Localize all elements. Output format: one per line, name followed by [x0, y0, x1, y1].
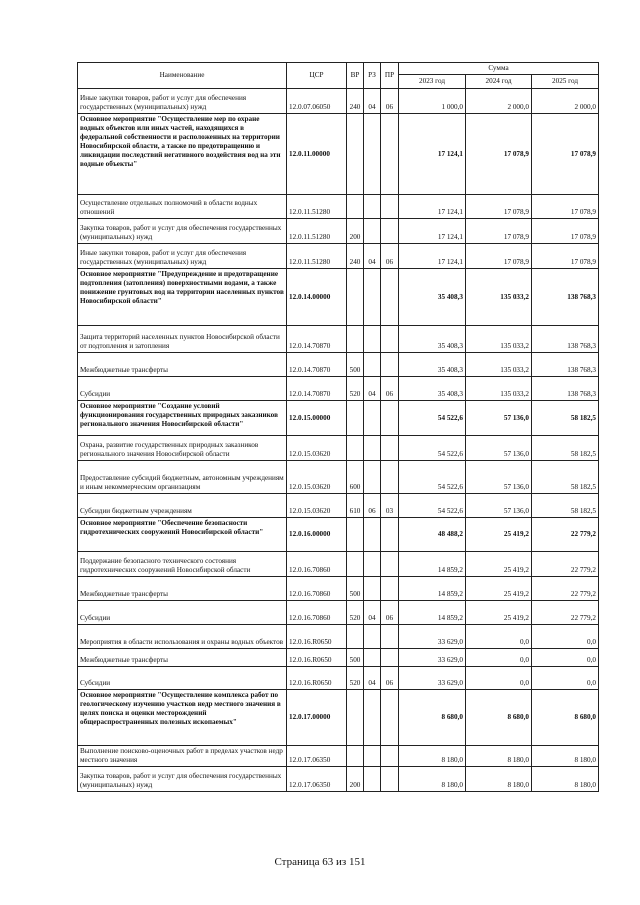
table-cell-sum-2025: 0,0	[532, 667, 599, 690]
header-rz: РЗ	[364, 63, 381, 89]
table-row	[78, 601, 599, 625]
table-cell-sum-2025: 2 000,0	[532, 89, 599, 114]
table-cell-name: Основное мероприятие "Осуществление комплекса работ по геологическому изучению участков недр местного значения в целях поиска и оценки месторождений общераспространенных полезных ископаемых"	[78, 690, 287, 746]
table-cell-rz: 06	[364, 494, 381, 518]
table-cell-vr	[347, 436, 364, 461]
table-cell-pr	[381, 195, 399, 219]
table-row	[78, 461, 599, 494]
table-row	[78, 269, 599, 326]
table-cell-vr	[347, 690, 364, 746]
table-cell-name: Мероприятия в области использования и охраны водных объектов	[78, 625, 287, 649]
table-cell-sum-2024: 17 078,9	[466, 195, 532, 219]
header-year-2023: 2023 год	[399, 75, 466, 89]
table-cell-sum-2024: 2 000,0	[466, 89, 532, 114]
table-cell-csr: 12.0.14.70870	[287, 353, 347, 377]
table-cell-name: Межбюджетные трансферты	[78, 649, 287, 667]
table-cell-rz	[364, 552, 381, 577]
table-cell-csr: 12.0.16.R0650	[287, 625, 347, 649]
table-cell-sum-2025: 58 182,5	[532, 461, 599, 494]
table-cell-sum-2024: 57 136,0	[466, 436, 532, 461]
table-cell-rz: 04	[364, 89, 381, 114]
table-cell-rz	[364, 269, 381, 326]
table-cell-sum-2025: 8 180,0	[532, 767, 599, 792]
table-cell-vr	[347, 552, 364, 577]
table-cell-sum-2023: 33 629,0	[399, 649, 466, 667]
table-cell-csr: 12.0.16.00000	[287, 518, 347, 552]
table-cell-vr: 520	[347, 601, 364, 625]
table-cell-pr	[381, 436, 399, 461]
table-cell-vr	[347, 114, 364, 195]
table-cell-pr: 06	[381, 377, 399, 401]
table-cell-sum-2025: 58 182,5	[532, 401, 599, 436]
table-cell-pr: 06	[381, 89, 399, 114]
table-cell-name: Субсидии	[78, 667, 287, 690]
table-cell-sum-2025: 22 779,2	[532, 552, 599, 577]
table-row	[78, 244, 599, 269]
table-row	[78, 114, 599, 195]
table-row	[78, 625, 599, 649]
table-row	[78, 767, 599, 792]
table-cell-vr	[347, 625, 364, 649]
table-cell-sum-2024: 8 180,0	[466, 746, 532, 767]
table-cell-vr: 500	[347, 577, 364, 601]
table-cell-rz: 04	[364, 244, 381, 269]
table-cell-sum-2025: 8 180,0	[532, 746, 599, 767]
table-cell-rz	[364, 114, 381, 195]
table-cell-rz	[364, 577, 381, 601]
table-cell-pr	[381, 114, 399, 195]
table-cell-csr: 12.0.15.03620	[287, 461, 347, 494]
table-cell-sum-2023: 33 629,0	[399, 667, 466, 690]
table-cell-sum-2023: 17 124,1	[399, 114, 466, 195]
table-cell-rz: 04	[364, 667, 381, 690]
table-cell-name: Субсидии	[78, 377, 287, 401]
table-cell-vr	[347, 326, 364, 353]
table-cell-sum-2024: 57 136,0	[466, 461, 532, 494]
table-cell-rz	[364, 219, 381, 244]
table-cell-vr: 520	[347, 667, 364, 690]
table-cell-sum-2025: 8 680,0	[532, 690, 599, 746]
table-cell-sum-2025: 22 779,2	[532, 577, 599, 601]
table-cell-sum-2024: 17 078,9	[466, 219, 532, 244]
table-cell-vr: 200	[347, 767, 364, 792]
table-cell-name: Иные закупки товаров, работ и услуг для обеспечения государственных (муниципальных) нужд	[78, 89, 287, 114]
table-cell-sum-2023: 14 859,2	[399, 577, 466, 601]
table-cell-sum-2023: 17 124,1	[399, 219, 466, 244]
table-cell-sum-2025: 17 078,9	[532, 244, 599, 269]
table-cell-sum-2025: 138 768,3	[532, 269, 599, 326]
table-cell-name: Основное мероприятие "Обеспечение безопасности гидротехнических сооружений Новосибирской области"	[78, 518, 287, 552]
table-cell-csr: 12.0.16.R0650	[287, 667, 347, 690]
table-cell-rz	[364, 649, 381, 667]
table-cell-sum-2023: 54 522,6	[399, 461, 466, 494]
table-cell-sum-2024: 25 419,2	[466, 518, 532, 552]
table-row	[78, 353, 599, 377]
table-cell-sum-2024: 25 419,2	[466, 601, 532, 625]
table-cell-pr	[381, 326, 399, 353]
table-cell-vr: 600	[347, 461, 364, 494]
table-cell-csr: 12.0.11.51280	[287, 244, 347, 269]
header-vr: ВР	[347, 63, 364, 89]
table-cell-name: Основное мероприятие "Предупреждение и предотвращение подтопления (затопления) поверхностными водами, а также понижение грунтовых вод на территории населенных пунктов Новосибирской области"	[78, 269, 287, 326]
table-cell-sum-2025: 58 182,5	[532, 494, 599, 518]
table-cell-name: Межбюджетные трансферты	[78, 353, 287, 377]
table-cell-csr: 12.0.14.70870	[287, 377, 347, 401]
table-cell-name: Осуществление отдельных полномочий в области водных отношений	[78, 195, 287, 219]
table-row	[78, 89, 599, 114]
table-cell-vr	[347, 269, 364, 326]
table-cell-sum-2023: 14 859,2	[399, 552, 466, 577]
table-cell-sum-2023: 54 522,6	[399, 401, 466, 436]
table-cell-name: Межбюджетные трансферты	[78, 577, 287, 601]
table-cell-pr: 06	[381, 244, 399, 269]
table-row	[78, 326, 599, 353]
table-cell-name: Субсидии бюджетным учреждениям	[78, 494, 287, 518]
table-cell-sum-2024: 135 033,2	[466, 326, 532, 353]
table-cell-sum-2025: 22 779,2	[532, 601, 599, 625]
table-cell-sum-2023: 1 000,0	[399, 89, 466, 114]
table-cell-sum-2024: 0,0	[466, 649, 532, 667]
table-cell-csr: 12.0.16.70860	[287, 577, 347, 601]
table-cell-rz	[364, 436, 381, 461]
table-cell-pr	[381, 219, 399, 244]
table-row	[78, 518, 599, 552]
table-cell-rz	[364, 353, 381, 377]
table-cell-sum-2024: 57 136,0	[466, 494, 532, 518]
header-year-2024: 2024 год	[466, 75, 532, 89]
table-cell-sum-2023: 48 488,2	[399, 518, 466, 552]
table-cell-rz	[364, 326, 381, 353]
table-cell-sum-2023: 54 522,6	[399, 494, 466, 518]
table-cell-sum-2025: 0,0	[532, 625, 599, 649]
table-cell-sum-2023: 17 124,1	[399, 244, 466, 269]
table-cell-pr	[381, 649, 399, 667]
table-cell-sum-2023: 14 859,2	[399, 601, 466, 625]
table-cell-rz: 04	[364, 377, 381, 401]
table-cell-rz	[364, 746, 381, 767]
table-cell-sum-2024: 25 419,2	[466, 577, 532, 601]
table-cell-name: Субсидии	[78, 601, 287, 625]
table-cell-vr: 520	[347, 377, 364, 401]
table-cell-sum-2024: 0,0	[466, 625, 532, 649]
table-cell-pr	[381, 552, 399, 577]
table-cell-pr	[381, 401, 399, 436]
table-cell-name: Основное мероприятие "Создание условий функционирования государственных природных заказников регионального значения Новосибирской области"	[78, 401, 287, 436]
table-row	[78, 219, 599, 244]
table-cell-sum-2025: 138 768,3	[532, 326, 599, 353]
table-cell-pr: 03	[381, 494, 399, 518]
table-cell-rz	[364, 518, 381, 552]
table-cell-sum-2024: 0,0	[466, 667, 532, 690]
table-cell-csr: 12.0.17.00000	[287, 690, 347, 746]
table-cell-sum-2025: 17 078,9	[532, 114, 599, 195]
table-cell-vr: 500	[347, 649, 364, 667]
table-cell-csr: 12.0.11.51280	[287, 219, 347, 244]
table-cell-csr: 12.0.16.70860	[287, 601, 347, 625]
table-cell-rz	[364, 195, 381, 219]
header-sum: Сумма	[399, 63, 599, 75]
table-cell-sum-2024: 8 180,0	[466, 767, 532, 792]
table-cell-name: Поддержание безопасного технического состояния гидротехнических сооружений Новосибирской области	[78, 552, 287, 577]
table-cell-rz	[364, 767, 381, 792]
table-cell-csr: 12.0.11.00000	[287, 114, 347, 195]
table-cell-csr: 12.0.14.70870	[287, 326, 347, 353]
table-cell-name: Охрана, развитие государственных природных заказников регионального значения Новосибирской области	[78, 436, 287, 461]
table-cell-pr	[381, 269, 399, 326]
table-cell-sum-2023: 8 680,0	[399, 690, 466, 746]
table-cell-sum-2024: 8 680,0	[466, 690, 532, 746]
table-cell-csr: 12.0.16.70860	[287, 552, 347, 577]
page-number: Страница 63 из 151	[274, 856, 366, 868]
table-cell-sum-2025: 138 768,3	[532, 377, 599, 401]
table-row	[78, 436, 599, 461]
header-year-2025: 2025 год	[532, 75, 599, 89]
table-cell-sum-2023: 35 408,3	[399, 269, 466, 326]
table-row	[78, 494, 599, 518]
table-cell-sum-2025: 22 779,2	[532, 518, 599, 552]
table-cell-sum-2024: 135 033,2	[466, 353, 532, 377]
table-cell-sum-2024: 17 078,9	[466, 114, 532, 195]
table-cell-pr	[381, 461, 399, 494]
table-cell-sum-2024: 135 033,2	[466, 269, 532, 326]
table-row	[78, 577, 599, 601]
table-cell-vr: 500	[347, 353, 364, 377]
table-cell-csr: 12.0.15.00000	[287, 401, 347, 436]
table-cell-csr: 12.0.11.51280	[287, 195, 347, 219]
table-cell-csr: 12.0.15.03620	[287, 494, 347, 518]
table-cell-csr: 12.0.16.R0650	[287, 649, 347, 667]
table-cell-rz	[364, 625, 381, 649]
table-cell-name: Закупка товаров, работ и услуг для обеспечения государственных (муниципальных) нужд	[78, 767, 287, 792]
table-cell-name: Выполнение поисково-оценочных работ в пределах участков недр местного значения	[78, 746, 287, 767]
table-cell-sum-2025: 0,0	[532, 649, 599, 667]
table-cell-vr: 200	[347, 219, 364, 244]
table-cell-vr: 240	[347, 244, 364, 269]
table-cell-sum-2025: 138 768,3	[532, 353, 599, 377]
table-cell-pr: 06	[381, 601, 399, 625]
table-cell-name: Иные закупки товаров, работ и услуг для обеспечения государственных (муниципальных) нужд	[78, 244, 287, 269]
table-row	[78, 690, 599, 746]
table-row	[78, 552, 599, 577]
table-cell-pr	[381, 353, 399, 377]
header-csr: ЦСР	[287, 63, 347, 89]
header-pr: ПР	[381, 63, 399, 89]
table-cell-pr	[381, 625, 399, 649]
table-cell-sum-2025: 17 078,9	[532, 219, 599, 244]
table-cell-sum-2023: 35 408,3	[399, 377, 466, 401]
table-cell-pr	[381, 577, 399, 601]
table-cell-rz: 04	[364, 601, 381, 625]
table-cell-csr: 12.0.14.00000	[287, 269, 347, 326]
table-cell-sum-2024: 135 033,2	[466, 377, 532, 401]
table-cell-sum-2025: 58 182,5	[532, 436, 599, 461]
table-cell-sum-2024: 57 136,0	[466, 401, 532, 436]
table-cell-pr	[381, 767, 399, 792]
table-cell-vr	[347, 518, 364, 552]
table-cell-rz	[364, 690, 381, 746]
table-row	[78, 667, 599, 690]
table-cell-name: Закупка товаров, работ и услуг для обеспечения государственных (муниципальных) нужд	[78, 219, 287, 244]
table-cell-sum-2023: 35 408,3	[399, 326, 466, 353]
table-row	[78, 377, 599, 401]
budget-table	[77, 62, 599, 792]
table-cell-sum-2023: 17 124,1	[399, 195, 466, 219]
table-cell-csr: 12.0.17.06350	[287, 767, 347, 792]
table-cell-rz	[364, 401, 381, 436]
table-cell-pr	[381, 518, 399, 552]
table-cell-pr	[381, 746, 399, 767]
table-cell-sum-2024: 17 078,9	[466, 244, 532, 269]
table-cell-pr: 06	[381, 667, 399, 690]
table-cell-name: Предоставление субсидий бюджетным, автономным учреждениям и иным некоммерческим организациям	[78, 461, 287, 494]
table-row	[78, 746, 599, 767]
table-row	[78, 649, 599, 667]
table-cell-sum-2024: 25 419,2	[466, 552, 532, 577]
table-cell-pr	[381, 690, 399, 746]
table-cell-sum-2023: 35 408,3	[399, 353, 466, 377]
table-cell-vr	[347, 401, 364, 436]
table-cell-sum-2023: 8 180,0	[399, 746, 466, 767]
table-cell-vr	[347, 195, 364, 219]
table-cell-sum-2023: 33 629,0	[399, 625, 466, 649]
table-row	[78, 195, 599, 219]
table-cell-name: Основное мероприятие "Осуществление мер по охране водных объектов или иных частей, находящихся в федеральной собственности и расположенных на территории Новосибирской области, а также по предотвращению и ликвидации последствий негативного воздействия вод на эти водные объекты"	[78, 114, 287, 195]
table-cell-sum-2025: 17 078,9	[532, 195, 599, 219]
table-cell-csr: 12.0.07.06050	[287, 89, 347, 114]
table-cell-name: Защита территорий населенных пунктов Новосибирской области от подтопления и затопления	[78, 326, 287, 353]
table-cell-csr: 12.0.15.03620	[287, 436, 347, 461]
table-cell-vr: 610	[347, 494, 364, 518]
table-cell-vr	[347, 746, 364, 767]
table-cell-sum-2023: 54 522,6	[399, 436, 466, 461]
table-cell-sum-2023: 8 180,0	[399, 767, 466, 792]
header-name: Наименование	[78, 63, 287, 89]
table-cell-csr: 12.0.17.06350	[287, 746, 347, 767]
table-cell-vr: 240	[347, 89, 364, 114]
table-row	[78, 401, 599, 436]
table-cell-rz	[364, 461, 381, 494]
